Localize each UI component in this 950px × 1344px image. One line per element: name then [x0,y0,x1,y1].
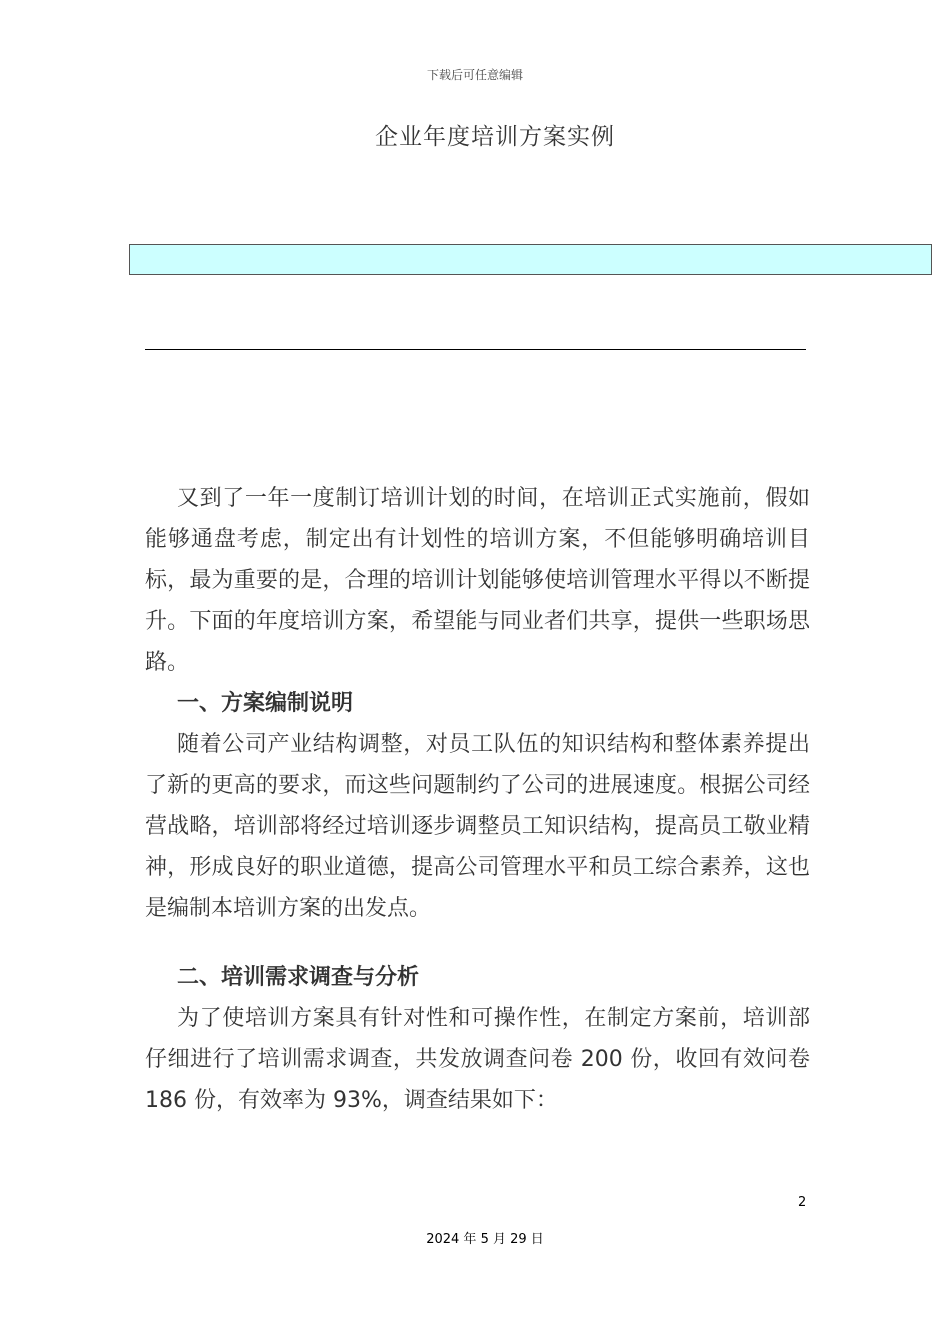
section-1-paragraph: 随着公司产业结构调整，对员工队伍的知识结构和整体素养提出了新的更高的要求，而这些问题制约了公司的进展速度。根据公司经营战略，培训部将经过培训逐步调整员工知识结构，提高员工敬业精神，形成良好的职业道德，提高公司管理水平和员工综合素养，这也是编制本培训方案的出发点。 [145,732,810,921]
intro-paragraph: 又到了一年一度制订培训计划的时间，在培训正式实施前，假如能够通盘考虑，制定出有计划性的培训方案，不但能够明确培训目标，最为重要的是，合理的培训计划能够使培训管理水平得以不断提升。下面的年度培训方案，希望能与同业者们共享，提供一些职场思路。 [145,486,810,675]
document-body [145,478,810,1121]
highlight-box [129,244,932,275]
horizontal-rule [145,349,806,350]
section-heading-1: 一、方案编制说明 [177,691,354,716]
footer-date: 2024 年 5 月 29 日 [426,1232,544,1247]
document-title: 企业年度培训方案实例 [375,124,615,150]
section-heading-2: 二、培训需求调查与分析 [177,965,420,990]
page-number: 2 [798,1195,807,1210]
spacer [145,929,810,957]
header-note: 下载后可任意编辑 [426,68,523,82]
section-2-paragraph: 为了使培训方案具有针对性和可操作性，在制定方案前，培训部仔细进行了培训需求调查，共发放调查问卷 200 份，收回有效问卷 186 份，有效率为 93%，调查结果如下： [145,1006,810,1113]
